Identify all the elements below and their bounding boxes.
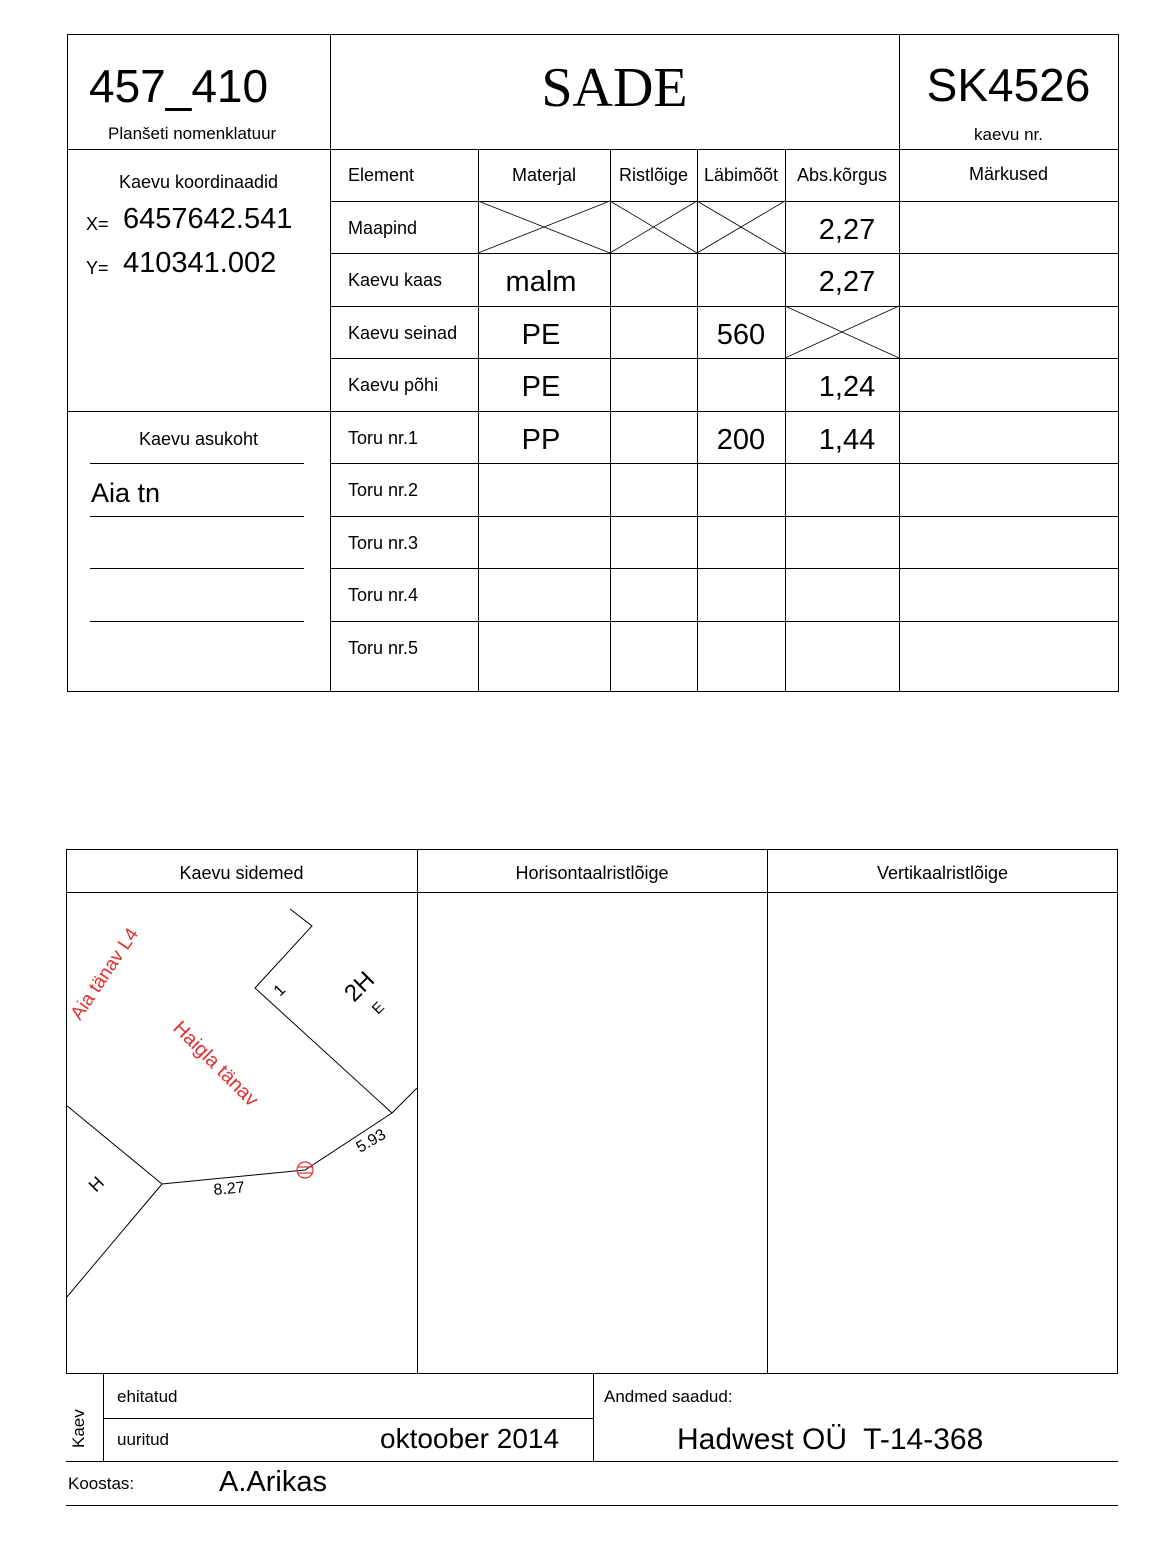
col-header-diameter: Läbimõõt xyxy=(703,165,779,185)
sketch-header-horizontal: Horisontaalristlõige xyxy=(515,863,669,883)
building-outline xyxy=(255,909,417,1113)
sketch-header-links: Kaevu sidemed xyxy=(179,863,304,883)
row-elevation: 2,27 xyxy=(818,214,876,246)
sketch-header-vertical: Vertikaalristlõige xyxy=(876,863,1009,883)
col-header-material: Materjal xyxy=(511,165,577,185)
row-element: Toru nr.3 xyxy=(348,533,419,553)
x-coordinate: 6457642.541 xyxy=(123,203,293,235)
side-label-kaev: Kaev xyxy=(69,1409,88,1448)
y-coordinate: 410341.002 xyxy=(123,247,277,279)
data-source-value: Hadwest OÜ T-14-368 xyxy=(677,1423,984,1456)
col-header-elevation: Abs.kõrgus xyxy=(796,165,888,185)
street-label-haigla: Haigla tänav xyxy=(168,1016,263,1112)
coordinates-label: Kaevu koordinaadid xyxy=(118,172,279,192)
nomenclature-value: 457_410 xyxy=(89,60,269,112)
built-label: ehitatud xyxy=(117,1387,178,1406)
row-material: PE xyxy=(521,319,561,351)
building-number-1: 1 xyxy=(270,981,290,1000)
document-title: SADE xyxy=(541,57,688,119)
surveyed-label: uuritud xyxy=(117,1430,169,1449)
row-element: Maapind xyxy=(348,218,418,238)
row-element: Toru nr.2 xyxy=(348,480,419,500)
data-source-label: Andmed saadud: xyxy=(604,1387,733,1406)
row-element: Toru nr.1 xyxy=(348,428,419,448)
row-material: PP xyxy=(521,424,561,456)
y-label: Y= xyxy=(86,258,109,278)
col-header-cross-section: Ristlõige xyxy=(618,165,689,185)
location-label: Kaevu asukoht xyxy=(138,429,259,449)
row-element: Kaevu kaas xyxy=(348,270,443,290)
author-label: Koostas: xyxy=(68,1474,135,1493)
row-elevation: 1,24 xyxy=(818,371,876,403)
surveyed-date: oktoober 2014 xyxy=(380,1423,560,1454)
row-diameter: 560 xyxy=(716,319,766,351)
row-element: Kaevu seinad xyxy=(348,323,458,343)
row-elevation: 2,27 xyxy=(818,266,876,298)
x-label: X= xyxy=(86,214,109,234)
row-material: PE xyxy=(521,371,561,403)
col-header-element: Element xyxy=(348,165,415,185)
col-header-notes: Märkused xyxy=(968,164,1049,184)
row-material: malm xyxy=(505,266,577,298)
well-number-label: kaevu nr. xyxy=(974,125,1043,144)
row-element: Kaevu põhi xyxy=(348,375,439,395)
row-diameter: 200 xyxy=(716,424,766,456)
nomenclature-label: Planšeti nomenklatuur xyxy=(108,124,277,143)
building-h: H xyxy=(84,1172,109,1196)
boundary-line xyxy=(66,1184,162,1298)
well-location-map xyxy=(66,893,417,1373)
row-element: Toru nr.4 xyxy=(348,585,419,605)
street-label-aia: Aia tänav L4 xyxy=(66,924,144,1024)
building-sub-e: E xyxy=(368,998,388,1018)
well-number: SK4526 xyxy=(926,59,1091,111)
boundary-line xyxy=(66,1105,392,1184)
dimension-8-27: 8.27 xyxy=(212,1179,246,1199)
building-number-2h: 2H xyxy=(339,966,380,1008)
author-name: A.Arikas xyxy=(219,1466,327,1498)
dimension-5-93: 5.93 xyxy=(353,1126,389,1157)
row-elevation: 1,44 xyxy=(818,424,876,456)
row-element: Toru nr.5 xyxy=(348,638,419,658)
location-line-1: Aia tn xyxy=(91,478,161,508)
